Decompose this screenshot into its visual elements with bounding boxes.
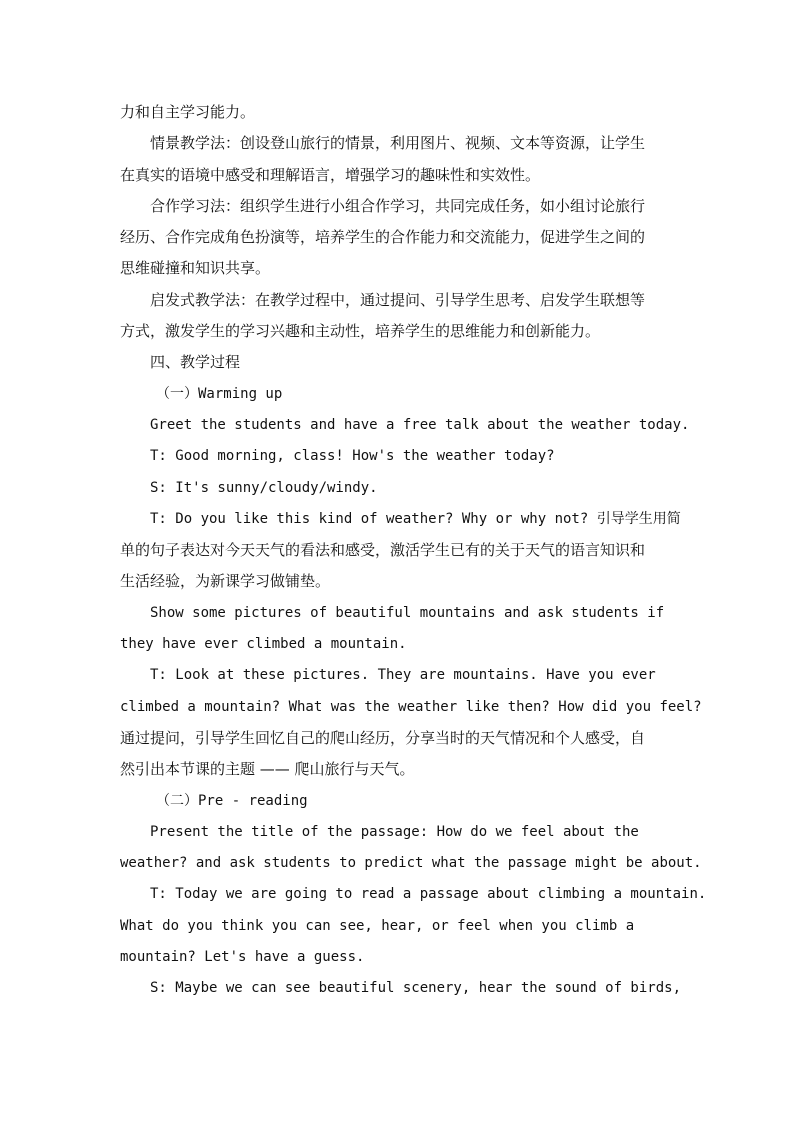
dialogue-line: T: Do you like this kind of weather? Why or why not? 引导学生用简 <box>150 510 681 527</box>
dialogue-line: T: Look at these pictures. They are mountains. Have you ever <box>150 667 656 684</box>
paragraph-line: 启发式教学法：在教学过程中，通过提问、引导学生思考、启发学生联想等 <box>150 290 646 309</box>
paragraph-line: 情景教学法：创设登山旅行的情景，利用图片、视频、文本等资源，让学生 <box>150 134 646 153</box>
paragraph-line: Greet the students and have a free talk about the weather today. <box>150 416 690 433</box>
paragraph-line: 单的句子表达对今天天气的看法和感受，激活学生已有的关于天气的语言知识和 <box>120 541 646 560</box>
paragraph-line: Show some pictures of beautiful mountains and ask students if <box>150 604 665 621</box>
dialogue-line: What do you think you can see, hear, or feel when you climb a <box>120 917 635 934</box>
dialogue-line: mountain? Let's have a guess. <box>120 949 365 966</box>
paragraph-line: they have ever climbed a mountain. <box>120 636 407 653</box>
section-heading: 四、教学过程 <box>150 353 241 372</box>
paragraph-line: 合作学习法：组织学生进行小组合作学习，共同完成任务，如小组讨论旅行 <box>150 196 646 215</box>
paragraph-line: 经历、合作完成角色扮演等，培养学生的合作能力和交流能力，促进学生之间的 <box>120 228 646 247</box>
paragraph-line: 在真实的语境中感受和理解语言，增强学习的趣味性和实效性。 <box>120 165 541 184</box>
paragraph-line: 然引出本节课的主题 —— 爬山旅行与天气。 <box>120 760 415 779</box>
paragraph-line: 生活经验，为新课学习做铺垫。 <box>120 572 331 591</box>
paragraph-line: weather? and ask students to predict what the passage might be about. <box>120 855 702 872</box>
dialogue-line: climbed a mountain? What was the weather like then? How did you feel? <box>120 698 702 715</box>
paragraph-line: 力和自主学习能力。 <box>120 103 256 121</box>
dialogue-line: T: Good morning, class! How's the weather today? <box>150 448 555 465</box>
subsection-heading: （二）Pre - reading <box>156 792 308 809</box>
paragraph-line: Present the title of the passage: How do we feel about the <box>150 823 639 840</box>
paragraph-line: 思维碰撞和知识共享。 <box>120 259 271 278</box>
dialogue-line: S: It's sunny/cloudy/windy. <box>150 479 378 496</box>
dialogue-line: T: Today we are going to read a passage about climbing a mountain. <box>150 886 707 903</box>
paragraph-line: 通过提问，引导学生回忆自己的爬山经历，分享当时的天气情况和个人感受，自 <box>120 728 646 747</box>
dialogue-line: S: Maybe we can see beautiful scenery, hear the sound of birds, <box>150 980 682 997</box>
paragraph-line: 方式，激发学生的学习兴趣和主动性，培养学生的思维能力和创新能力。 <box>120 322 601 341</box>
subsection-heading: （一）Warming up <box>156 385 283 402</box>
document-body <box>120 97 707 1005</box>
